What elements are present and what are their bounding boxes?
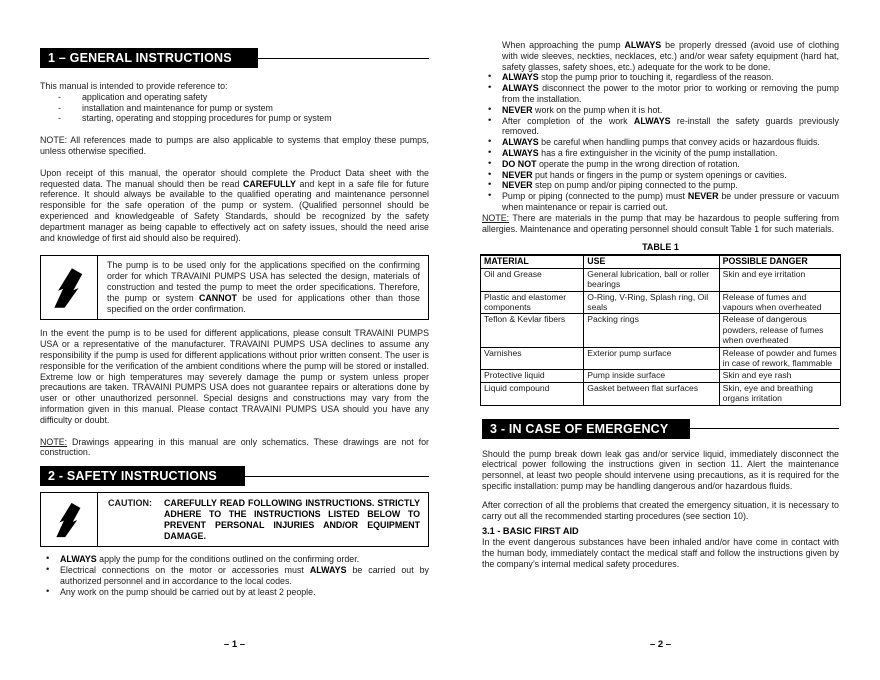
table-cell: Pump inside surface xyxy=(584,370,719,382)
bullet-item: • ALWAYS apply the pump for the conditions outlined on the confirming order. xyxy=(40,554,429,565)
table-cell: Skin and eye irritation xyxy=(719,268,840,291)
reference-list xyxy=(40,92,429,124)
list-item: - starting, operating and stopping procedures for pump or system xyxy=(40,113,429,124)
after-correction-paragraph: After correction of all the problems that created the emergency situation, it is necessary to carry out all the recommended starting procedures (see section 10). xyxy=(482,499,839,521)
table-row xyxy=(481,291,841,314)
caution-icon-cell xyxy=(41,493,98,546)
table-cell: Exterior pump surface xyxy=(584,347,719,370)
subsection-3-1-heading: 3.1 - BASIC FIRST AID xyxy=(482,526,579,537)
bullet-item: • NEVER step on pump and/or piping connected to the pump. xyxy=(482,180,839,191)
lightning-bolt-icon xyxy=(50,500,88,540)
column-header: MATERIAL xyxy=(481,255,584,268)
bullet-item: • Pump or piping (connected to the pump) must NEVER be under pressure or vacuum when maintenance or repair is carried out. xyxy=(482,191,839,213)
bullet-item: • After completion of the work ALWAYS re-install the safety guards previously removed. xyxy=(482,116,839,138)
table-cell: Teflon & Kevlar fibers xyxy=(481,314,584,347)
table-cell: O-Ring, V-Ring, Splash ring, Oil seals xyxy=(584,291,719,314)
section-2-header xyxy=(40,466,429,486)
page-number: – 1 – xyxy=(223,639,246,650)
page-1 xyxy=(40,48,429,597)
section-1-header-rule xyxy=(258,58,429,59)
bullet-item: • ALWAYS be careful when handling pumps that convey acids or hazardous fluids. xyxy=(482,137,839,148)
table-cell: Packing rings xyxy=(584,314,719,347)
note-references: NOTE: All references made to pumps are also applicable to systems that employ these pumps, unless otherwise specified. xyxy=(40,135,429,156)
table-cell: Skin, eye and breathing organs irritation xyxy=(719,382,840,405)
table-cell: Gasket between flat surfaces xyxy=(584,382,719,405)
table-cell: Oil and Grease xyxy=(481,268,584,291)
table-row xyxy=(481,314,841,347)
section-3-header xyxy=(482,419,839,439)
bullet-item: • NEVER work on the pump when it is hot. xyxy=(482,105,839,116)
table-cell: Release of fumes and vapours when overheated xyxy=(719,291,840,314)
list-item: - installation and maintenance for pump or system xyxy=(40,103,429,114)
section-2-title-bar: 2 - SAFETY INSTRUCTIONS xyxy=(40,466,245,486)
table-cell: Release of powder and fumes in case of rework, flammable xyxy=(719,347,840,370)
bullet-item: • ALWAYS disconnect the power to the motor prior to working or removing the pump from the installation. xyxy=(482,83,839,105)
section-1-title-bar: 1 – GENERAL INSTRUCTIONS xyxy=(40,48,258,68)
bullet-item-continuation: When approaching the pump ALWAYS be properly dressed (avoid use of clothing with wide sleeves, neckties, necklaces, etc.) and/or wear safety equipment (hard hat, safety glasses, safety shoes, etc.) adequate for the work to be done. xyxy=(502,40,840,72)
table-caption: TABLE 1 xyxy=(642,242,679,253)
table-cell: General lubrication, ball or roller bearings xyxy=(584,268,719,291)
table-cell: Plastic and elastomer components xyxy=(481,291,584,314)
caution-box xyxy=(40,492,429,547)
list-item: - application and operating safety xyxy=(40,92,429,103)
table-cell: Varnishes xyxy=(481,347,584,370)
bullet-item: • DO NOT operate the pump in the wrong direction of rotation. xyxy=(482,159,839,170)
bullet-item: • NEVER put hands or fingers in the pump or system openings or cavities. xyxy=(482,170,839,181)
bullet-item: • Any work on the pump should be carried out by at least 2 people. xyxy=(40,587,429,598)
warning-text: The pump is to be used only for the applications specified on the confirming order for which TRAVAINI PUMPS USA has selected the design, materials of construction and tested the pump to meet the order specifications. Therefore, the pump or system CANNOT be used for applications other than those specified on the order confirmation. xyxy=(107,260,420,314)
table-cell: Liquid compound xyxy=(481,382,584,405)
section-3-title-bar: 3 - IN CASE OF EMERGENCY xyxy=(482,419,690,439)
lightning-bolt-icon xyxy=(47,265,91,311)
caution-label: CAUTION: xyxy=(108,498,152,509)
applications-paragraph: In the event the pump is to be used for different applications, please consult TRAVAINI PUMPS USA or a representative of the manufacturer. TRAVAINI PUMPS USA declines to assume any responsibility if the pump is used for different applications without prior written consent. The user is responsible for the verification of the ambient conditions where the pump will be stored or installed. Extreme low or high temperatures may severely damage the pump or system unless proper precautions are taken. TRAVAINI PUMPS USA does not guarantee repairs or alterations done by user or other unauthorized personnel. Special designs and constructions may vary from the information given in this manual. Please contact TRAVAINI PUMPS USA should you have any difficulty or doubt. xyxy=(40,328,429,425)
column-header: USE xyxy=(584,255,719,268)
bullet-item: • ALWAYS stop the pump prior to touching it, regardless of the reason. xyxy=(482,72,839,83)
bullet-item: • Electrical connections on the motor or accessories must ALWAYS be carried out by authorized personnel and in accordance to the local codes. xyxy=(40,565,429,587)
table-row xyxy=(481,347,841,370)
page-number: – 2 – xyxy=(649,639,672,650)
table-row xyxy=(481,268,841,291)
table-header-row xyxy=(481,255,841,268)
caution-text: CAREFULLY READ FOLLOWING INSTRUCTIONS. STRICTLY ADHERE TO THE INSTRUCTIONS LISTED BELOW TO PREVENT PERSONAL INJURIES AND/OR EQUIPMENT DAMAGE. xyxy=(164,498,420,541)
materials-table xyxy=(480,254,841,405)
warning-box xyxy=(40,255,429,320)
table-cell: Release of dangerous powders, release of fumes when overheated xyxy=(719,314,840,347)
first-aid-paragraph: In the event dangerous substances have been inhaled and/or have come in contact with the human body, immediately contact the medical staff and follow the instructions given by the company’s internal medical safety procedures. xyxy=(482,537,839,569)
table-row xyxy=(481,382,841,405)
emergency-paragraph: Should the pump break down leak gas and/or service liquid, immediately disconnect the electrical power following the instructions given in section 11. Alert the maintenance personnel, at least two people should intervene using precautions, as it is required for the specific installation: pump may be handling dangerous and/or hazardous fluids. xyxy=(482,448,839,492)
note-drawings: NOTE: Drawings appearing in this manual are only schematics. These drawings are not for construction. xyxy=(40,436,429,458)
page-2 xyxy=(482,40,839,570)
bullet-item: • ALWAYS has a fire extinguisher in the vicinity of the pump installation. xyxy=(482,148,839,159)
safety-bullet-list-p1 xyxy=(40,554,429,597)
table-cell: Protective liquid xyxy=(481,370,584,382)
section-1-header xyxy=(40,48,429,68)
safety-bullet-list-p2 xyxy=(482,40,839,213)
section-3-header-rule xyxy=(690,428,839,429)
note-materials: NOTE: There are materials in the pump that may be hazardous to people suffering from allergies. Maintenance and operating personnel should consult Table 1 for such materials. xyxy=(482,212,839,234)
warning-icon-cell xyxy=(41,256,98,319)
column-header: POSSIBLE DANGER xyxy=(719,255,840,268)
section-2-header-rule xyxy=(245,476,429,477)
receipt-paragraph: Upon receipt of this manual, the operator should complete the Product Data sheet with the requested data. The manual should then be read CAREFULLY and kept in a safe file for future reference. It should always be available to the qualified operating and maintenance personnel responsible for the safe operation of the pump or system. (Qualified personnel should be experienced and knowledgeable of Safety Standards, should be recognized by the safety department manager as being capable to effectively act on safety issues, should the need arise and knowledge of first aid should also be required). xyxy=(40,167,429,243)
table-row xyxy=(481,370,841,382)
table-cell: Skin and eye rash xyxy=(719,370,840,382)
intro-paragraph: This manual is intended to provide reference to: xyxy=(40,81,228,91)
